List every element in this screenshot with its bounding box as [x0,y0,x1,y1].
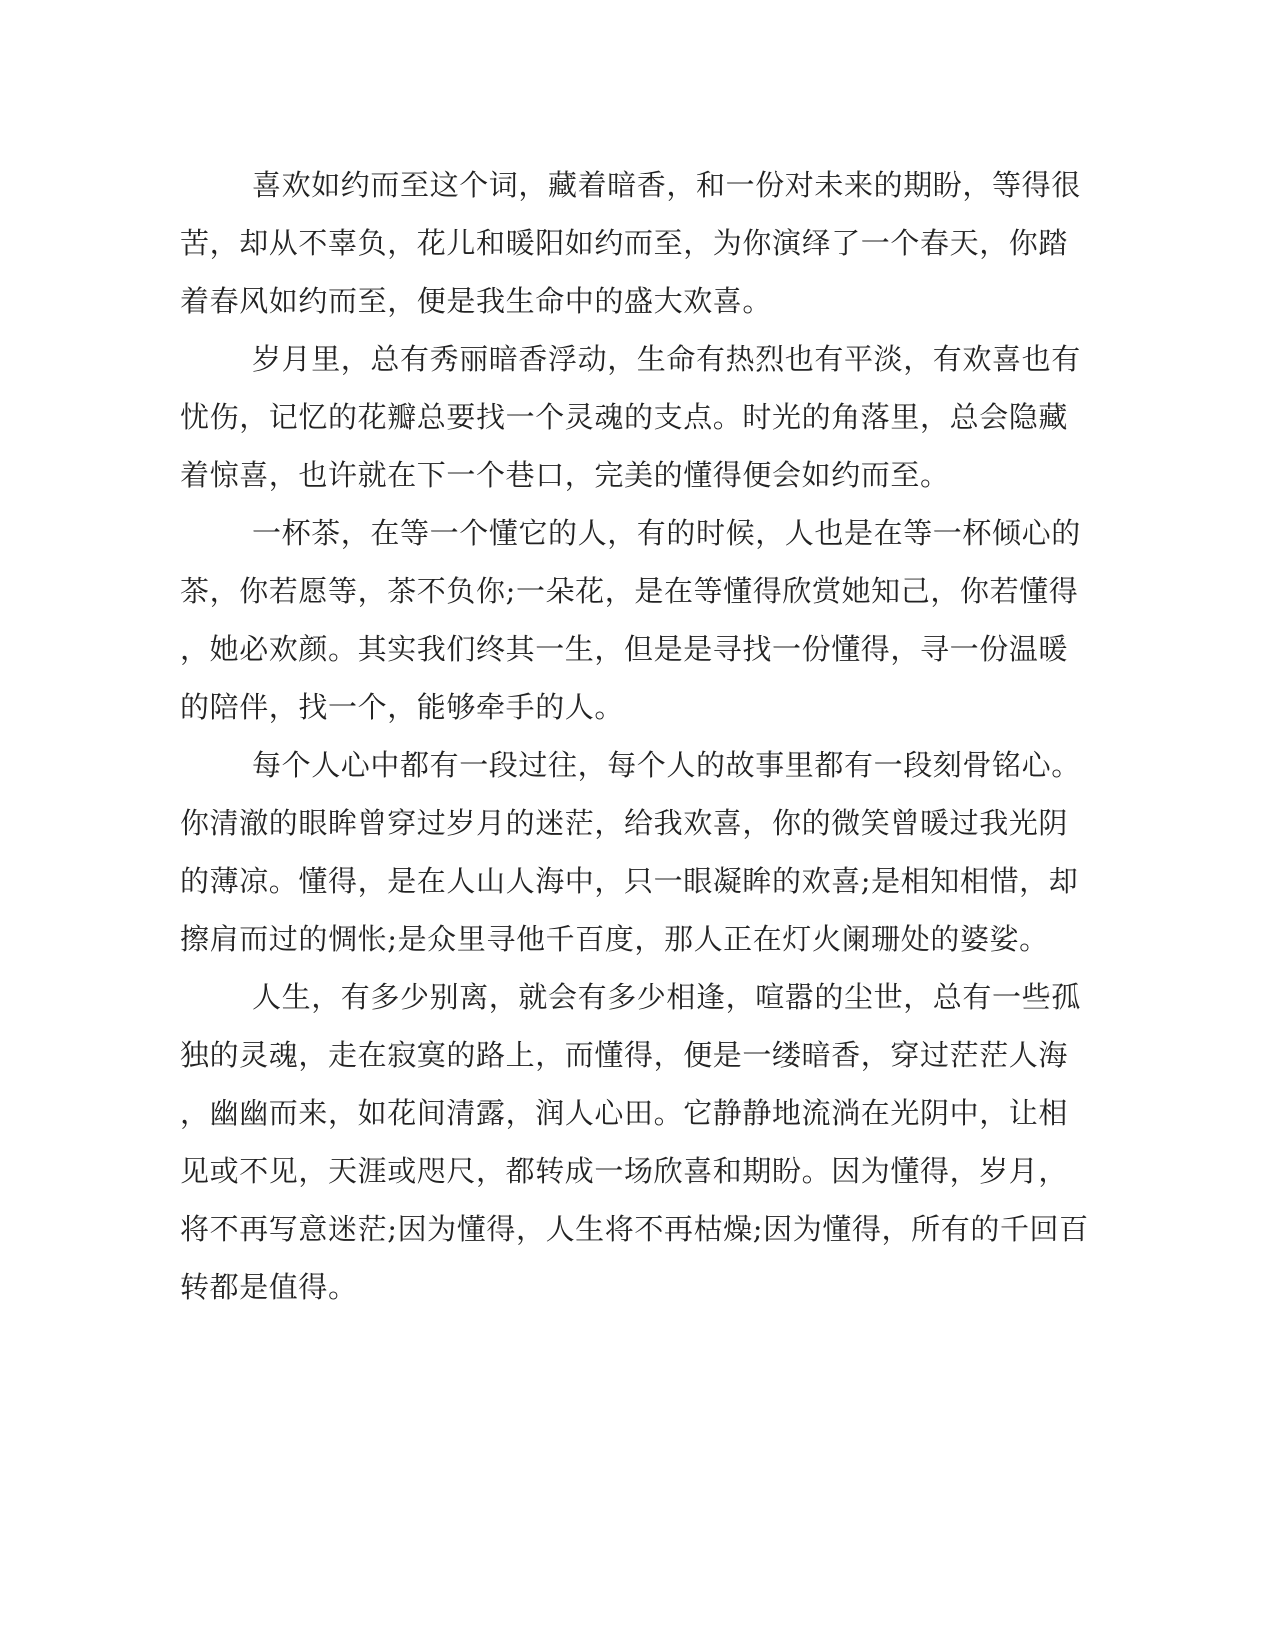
text-line: 擦肩而过的惆怅;是众里寻他千百度，那人正在灯火阑珊处的婆娑。 [180,922,1049,956]
text-line: 岁月里，总有秀丽暗香浮动，生命有热烈也有平淡，有欢喜也有 [252,342,1081,376]
text-line: 你清澈的眼眸曾穿过岁月的迷茫，给我欢喜，你的微笑曾暖过我光阴 [180,806,1069,840]
paragraph-5 [180,968,1089,1316]
paragraph-4 [180,736,1081,968]
paragraph-2 [180,330,1081,504]
document-body [180,156,1089,1316]
text-line: 忧伤，记忆的花瓣总要找一个灵魂的支点。时光的角落里，总会隐藏 [180,400,1069,434]
text-line: 独的灵魂，走在寂寞的路上，而懂得，便是一缕暗香，穿过茫茫人海 [180,1038,1069,1072]
text-line: 喜欢如约而至这个词，藏着暗香，和一份对未来的期盼，等得很 [252,168,1081,202]
text-line: ，幽幽而来，如花间清露，润人心田。它静静地流淌在光阴中，让相 [180,1096,1069,1130]
text-line: 的陪伴，找一个，能够牵手的人。 [180,690,625,724]
text-line: 每个人心中都有一段过往，每个人的故事里都有一段刻骨铭心。 [252,748,1081,782]
text-line: 人生，有多少别离，就会有多少相逢，喧嚣的尘世，总有一些孤 [252,980,1081,1014]
text-line: 的薄凉。懂得，是在人山人海中，只一眼凝眸的欢喜;是相知相惜，却 [180,864,1079,898]
text-line: 将不再写意迷茫;因为懂得，人生将不再枯燥;因为懂得，所有的千回百 [180,1212,1089,1246]
text-line: 茶，你若愿等，茶不负你;一朵花，是在等懂得欣赏她知己，你若懂得 [180,574,1079,608]
text-line: 苦，却从不辜负，花儿和暖阳如约而至，为你演绎了一个春天，你踏 [180,226,1069,260]
paragraph-1 [180,156,1081,330]
text-line: ，她必欢颜。其实我们终其一生，但是是寻找一份懂得，寻一份温暖 [180,632,1069,666]
text-line: 着惊喜，也许就在下一个巷口，完美的懂得便会如约而至。 [180,458,950,492]
text-line: 见或不见，天涯或咫尺，都转成一场欣喜和期盼。因为懂得，岁月， [180,1154,1069,1188]
text-line: 着春风如约而至，便是我生命中的盛大欢喜。 [180,284,773,318]
text-line: 一杯茶，在等一个懂它的人，有的时候，人也是在等一杯倾心的 [252,516,1081,550]
text-line: 转都是值得。 [180,1270,358,1304]
paragraph-3 [180,504,1081,736]
